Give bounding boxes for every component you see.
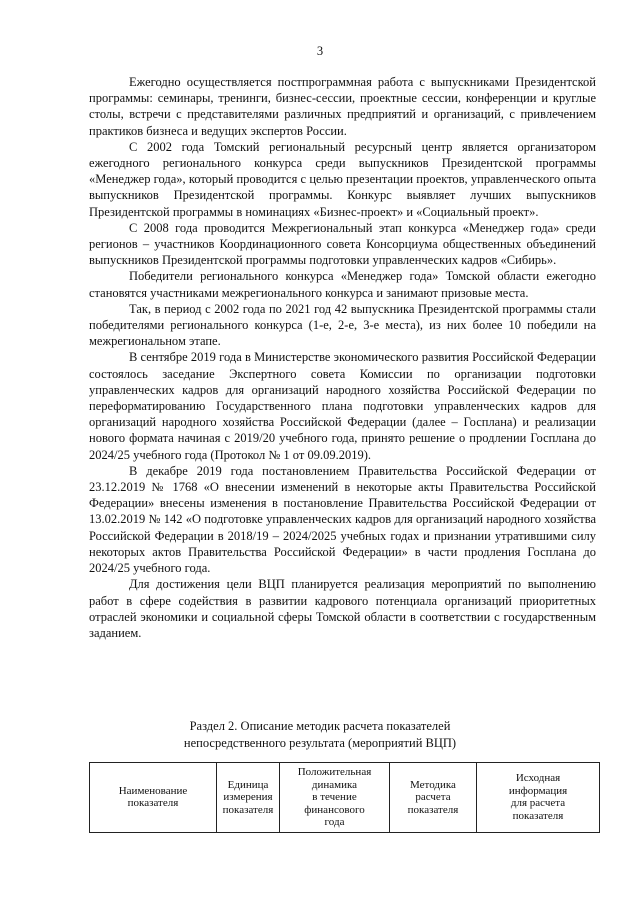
section-heading-line: непосредственного результата (мероприятий ВЦП) [183,735,457,750]
page-number: 3 [316,44,324,58]
paragraph: Для достижения цели ВЦП планируется реализация мероприятий по выполнению работ в сфере содействия в развитии кадрового потенциала организаций приоритетных отраслей экономики и социальной сферы Томской области в соответствии с государственным заданием. [89,577,596,640]
section-heading [0,718,640,751]
paragraph: С 2008 года проводится Межрегиональный этап конкурса «Менеджер года» среди регионов – участников Координационного совета Консорциума общественных объединений выпускников Президентской программы подготовки управленческих кадров «Сибирь». [89,220,596,268]
paragraph: Ежегодно осуществляется постпрограммная работа с выпускниками Президентской программы: семинары, тренинги, бизнес-сессии, проектные сессии, конференции и круглые столы, встречи с представителями различных предприятий и организаций, с привлечением практиков бизнеса и ведущих экспертов России. [89,75,596,138]
indicators-table [89,762,600,833]
paragraph: Так, в период с 2002 года по 2021 год 42 выпускника Президентской программы стали победителями регионального конкурса (1-е, 2-е, 3-е места), из них более 10 победили на межрегиональном этапе. [89,301,596,349]
header-cell-dynamics: Положительная динамика в течение финансового года [280,763,390,833]
paragraph: Победители регионального конкурса «Менеджер года» Томской области ежегодно становятся участниками межрегионального конкурса и занимают призовые места. [89,269,596,300]
header-cell-method: Методика расчета показателя [390,763,477,833]
paragraph: В декабре 2019 года постановлением Правительства Российской Федерации от 23.12.2019 № 1768 «О внесении изменений в некоторые акты Правительства Российской Федерации» внесены изменения в постановление Правительства Российской Федерации от 13.02.2019 № 142 «О подготовке управленческих кадров для организаций народного хозяйства Российской Федерации в 2018/19 – 2024/2025 учебных годах и признании утратившими силу некоторых актов Правительства Российской Федерации» в части продления Госплана до 2024/25 учебного года. [89,463,596,576]
table-header-row [90,763,600,833]
paragraph: С 2002 года Томский региональный ресурсный центр является организатором ежегодного регионального конкурса среди выпускников Президентской программы «Менеджер года», который проводится с целью презентации проектов, управленческого опыта выпускников Президентской программы. Конкурс выявляет лучших выпускников Президентской программы в номинациях «Бизнес-проект» и «Социальный проект». [89,139,596,219]
header-cell-unit: Единица измерения показателя [217,763,280,833]
section-heading-line: Раздел 2. Описание методик расчета показателей [189,719,451,733]
header-cell-source-info: Исходная информация для расчета показателя [477,763,600,833]
body-text [89,74,596,641]
header-cell-indicator-name: Наименование показателя [90,763,217,833]
paragraph: В сентябре 2019 года в Министерстве экономического развития Российской Федерации состоялось заседание Экспертного совета Комиссии по организации подготовки управленческих кадров для организаций народного хозяйства Российской Федерации по переформатированию Государственного плана подготовки управленческих кадров для организаций народного хозяйства Российской Федерации (далее – Госплана) и реализации нового формата начиная с 2019/20 учебного года, принято решение о продлении Госплана до 2024/25 учебного года (Протокол № 1 от 09.09.2019). [89,350,596,462]
